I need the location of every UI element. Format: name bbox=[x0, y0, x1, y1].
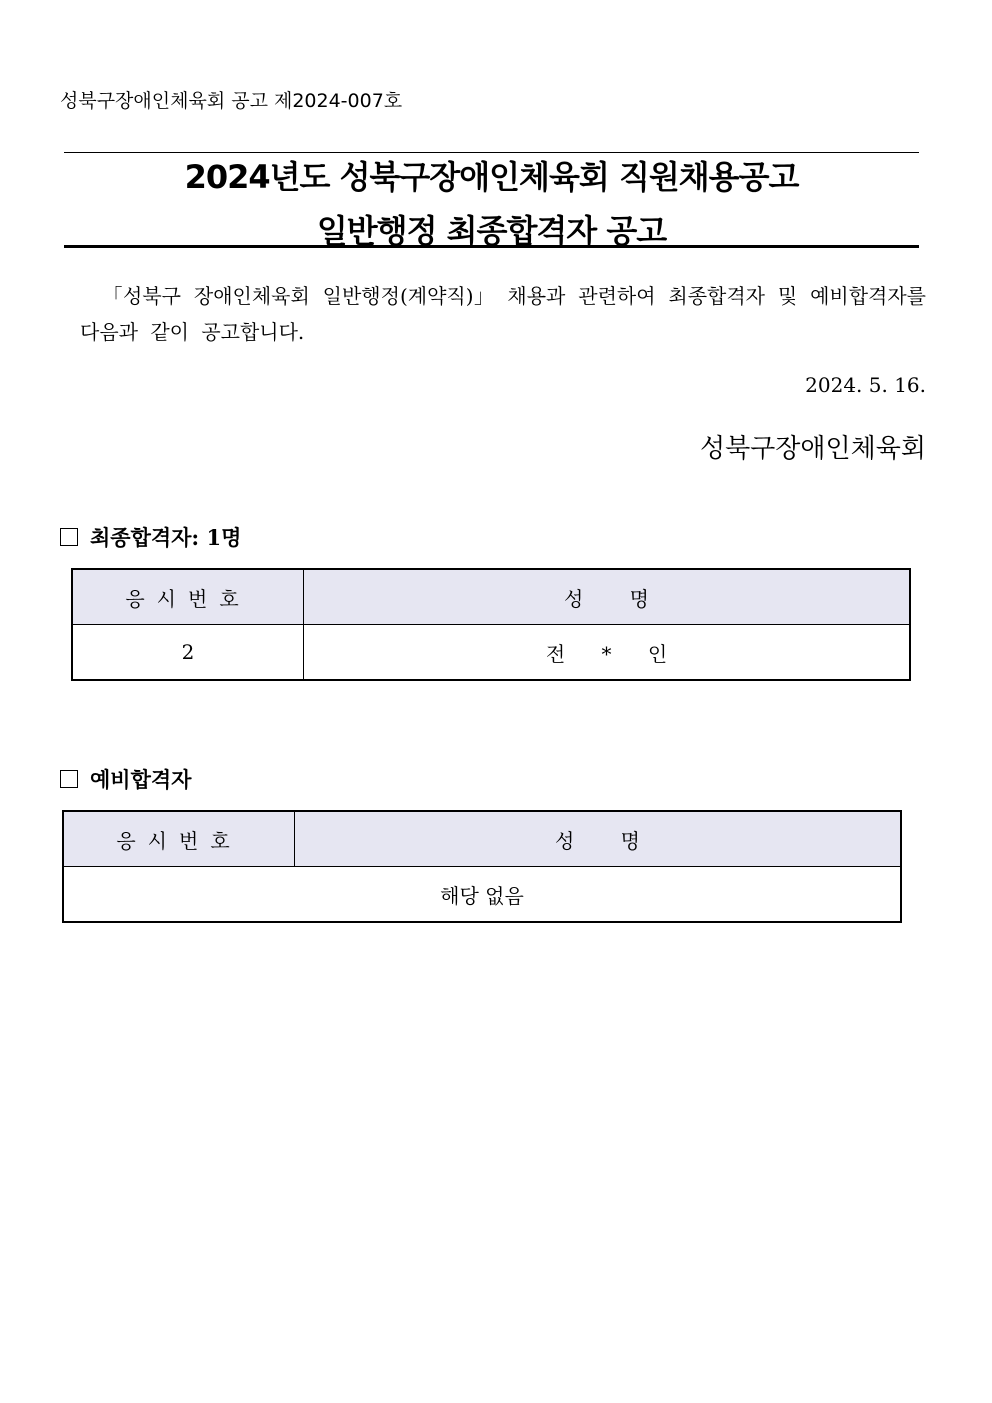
notice-number: 성북구장애인체육회 공고 제2024-007호 bbox=[60, 90, 403, 112]
final-passers-table bbox=[71, 568, 911, 681]
reserve-section-heading bbox=[60, 764, 191, 794]
column-header-name: 성 명 bbox=[304, 569, 911, 625]
page-title-line1: 2024년도 성북구장애인체육회 직원채용공고 bbox=[184, 158, 799, 196]
intro-paragraph bbox=[80, 278, 926, 350]
name-cell: 전 * 인 bbox=[304, 625, 911, 681]
column-header-name: 성 명 bbox=[295, 811, 902, 867]
empty-result-cell: 해당 없음 bbox=[63, 867, 901, 923]
page-title-line2: 일반행정 최종합격자 공고 bbox=[316, 212, 667, 250]
reserve-section-heading-text: 예비합격자 bbox=[90, 767, 192, 792]
applicant-no-cell: 2 bbox=[72, 625, 304, 681]
table-header-row bbox=[72, 569, 910, 625]
checkbox-square-icon bbox=[60, 528, 78, 546]
announcement-date: 2024. 5. 16. bbox=[805, 373, 926, 397]
reserve-passers-table bbox=[62, 810, 902, 923]
checkbox-square-icon bbox=[60, 770, 78, 788]
table-header-row bbox=[63, 811, 901, 867]
column-header-applicant-no: 응시번호 bbox=[63, 811, 295, 867]
title-bottom-rule bbox=[64, 245, 919, 248]
intro-text: 「성북구 장애인체육회 일반행정(계약직)」 채용과 관련하여 최종합격자 및 예비합격자를 다음과 같이 공고합니다. bbox=[80, 284, 926, 344]
column-header-applicant-no: 응시번호 bbox=[72, 569, 304, 625]
organization-name: 성북구장애인체육회 bbox=[699, 434, 926, 464]
table-row bbox=[72, 625, 910, 681]
final-section-heading bbox=[60, 522, 241, 552]
final-section-heading-text: 최종합격자: 1명 bbox=[90, 525, 242, 550]
table-row bbox=[63, 867, 901, 923]
